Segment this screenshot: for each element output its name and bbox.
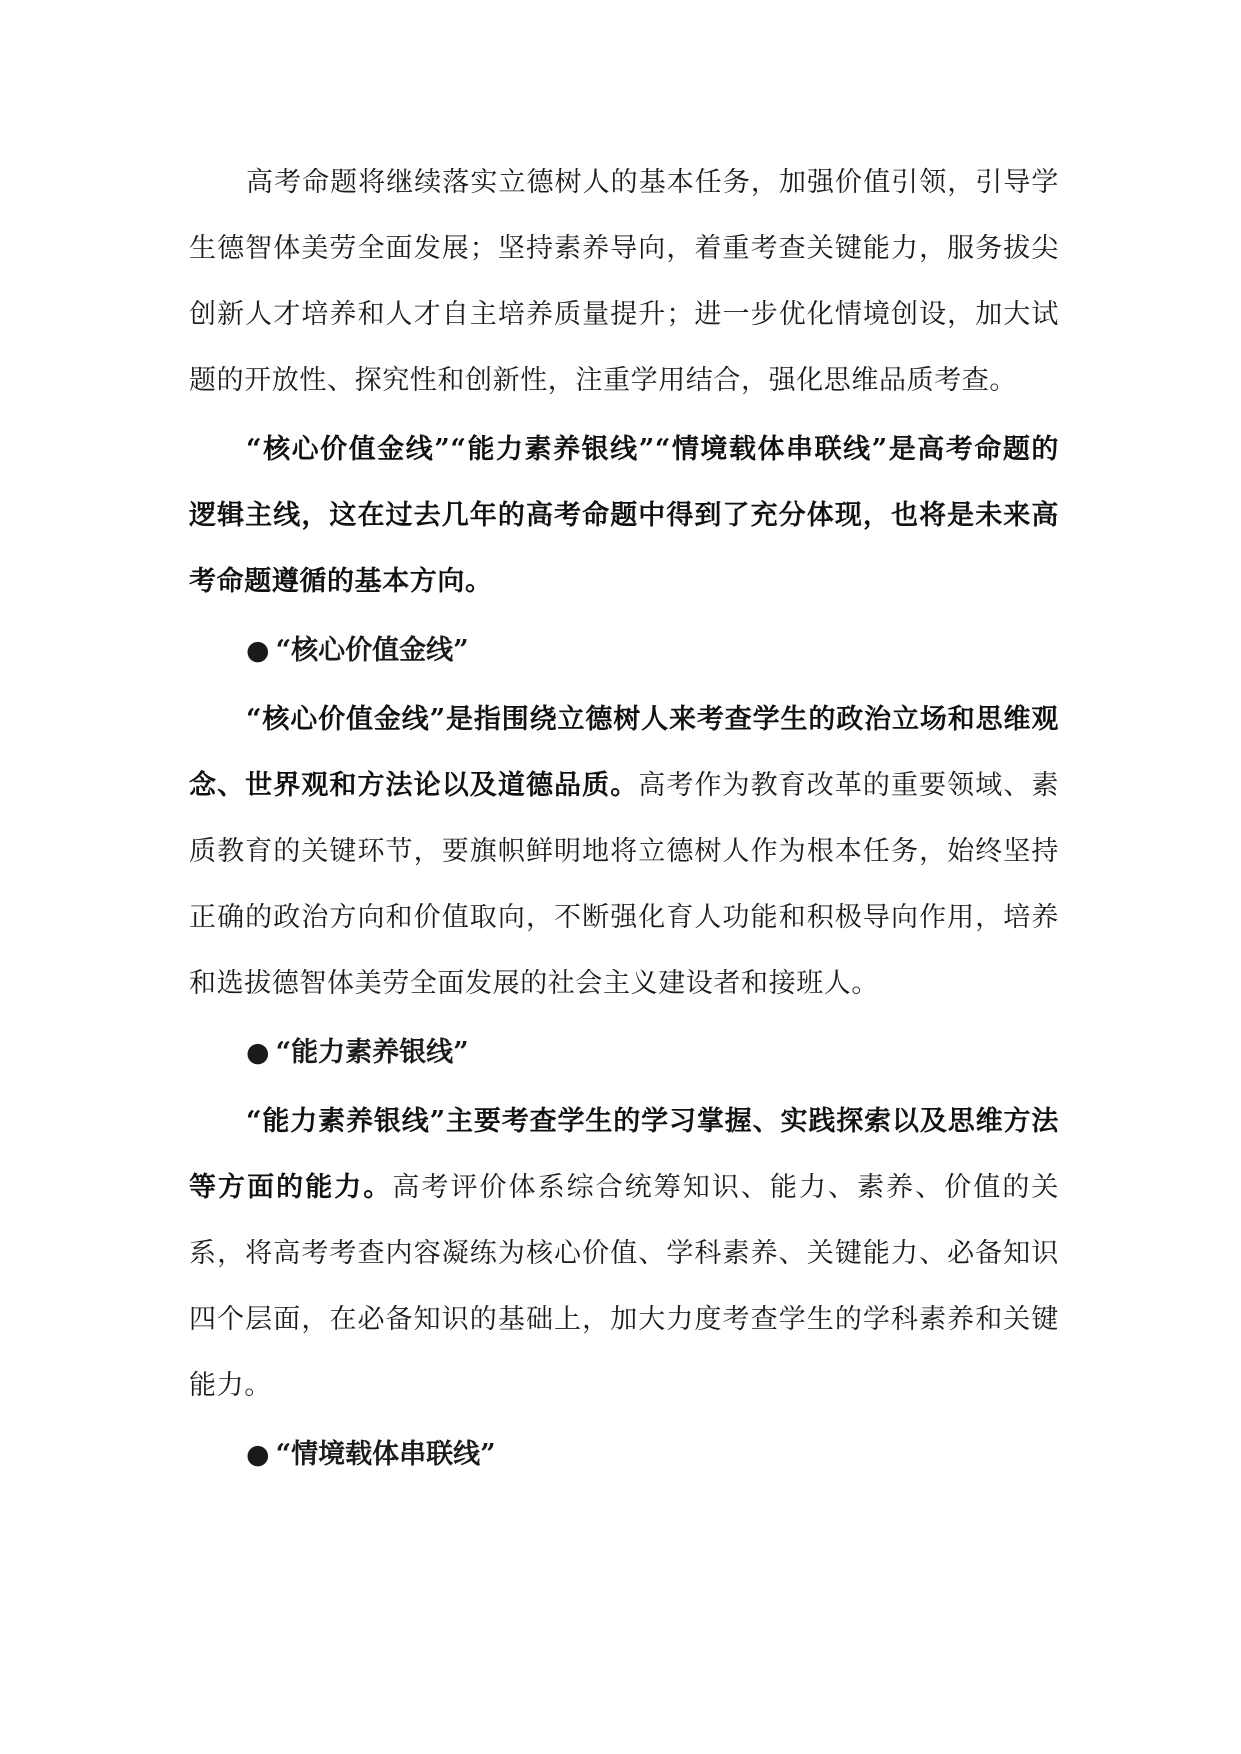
paragraph-ability [189, 1089, 1059, 1419]
paragraph-intro: 高考命题将继续落实立德树人的基本任务，加强价值引领，引导学生德智体美劳全面发展；坚持素养导向，着重考查关键能力，服务拔尖创新人才培养和人才自主培养质量提升；进一步优化情境创设，加大试题的开放性、探究性和创新性，注重学用结合，强化思维品质考查。 [189, 167, 1059, 396]
document-body [189, 150, 1059, 1488]
bullet-context [189, 1422, 1059, 1488]
bullet-dot-icon: ● [246, 1037, 270, 1068]
bullet-dot-icon: ● [246, 635, 270, 666]
paragraph-ability-lead: “能力素养银线”主要考查学生的学习掌握、实践探索以及思维方法等方面的能力。 [189, 1106, 1059, 1203]
bullet-context-label: “情境载体串联线” [275, 1439, 496, 1470]
paragraph-ability-body: 高考评价体系综合统筹知识、能力、素养、价值的关系，将高考考查内容凝练为核心价值、学科素养、关键能力、必备知识四个层面，在必备知识的基础上，加大力度考查学生的学科素养和关键能力。 [189, 1172, 1059, 1401]
bullet-ability [189, 1020, 1059, 1086]
bullet-dot-icon: ● [246, 1439, 270, 1470]
bullet-core-value [189, 618, 1059, 684]
paragraph-core-value-lead: “核心价值金线”是指围绕立德树人来考查学生的政治立场和思维观念、世界观和方法论以及道德品质。 [189, 704, 1059, 801]
bullet-core-value-label: “核心价值金线” [275, 635, 469, 666]
paragraph-main-lines: “核心价值金线”“能力素养银线”“情境载体串联线”是高考命题的逻辑主线，这在过去几年的高考命题中得到了充分体现，也将是未来高考命题遵循的基本方向。 [189, 434, 1059, 597]
bullet-ability-label: “能力素养银线” [275, 1037, 469, 1068]
paragraph-core-value-body: 高考作为教育改革的重要领域、素质教育的关键环节，要旗帜鲜明地将立德树人作为根本任务，始终坚持正确的政治方向和价值取向，不断强化育人功能和积极导向作用，培养和选拔德智体美劳全面发展的社会主义建设者和接班人。 [189, 770, 1059, 999]
paragraph-core-value [189, 687, 1059, 1017]
